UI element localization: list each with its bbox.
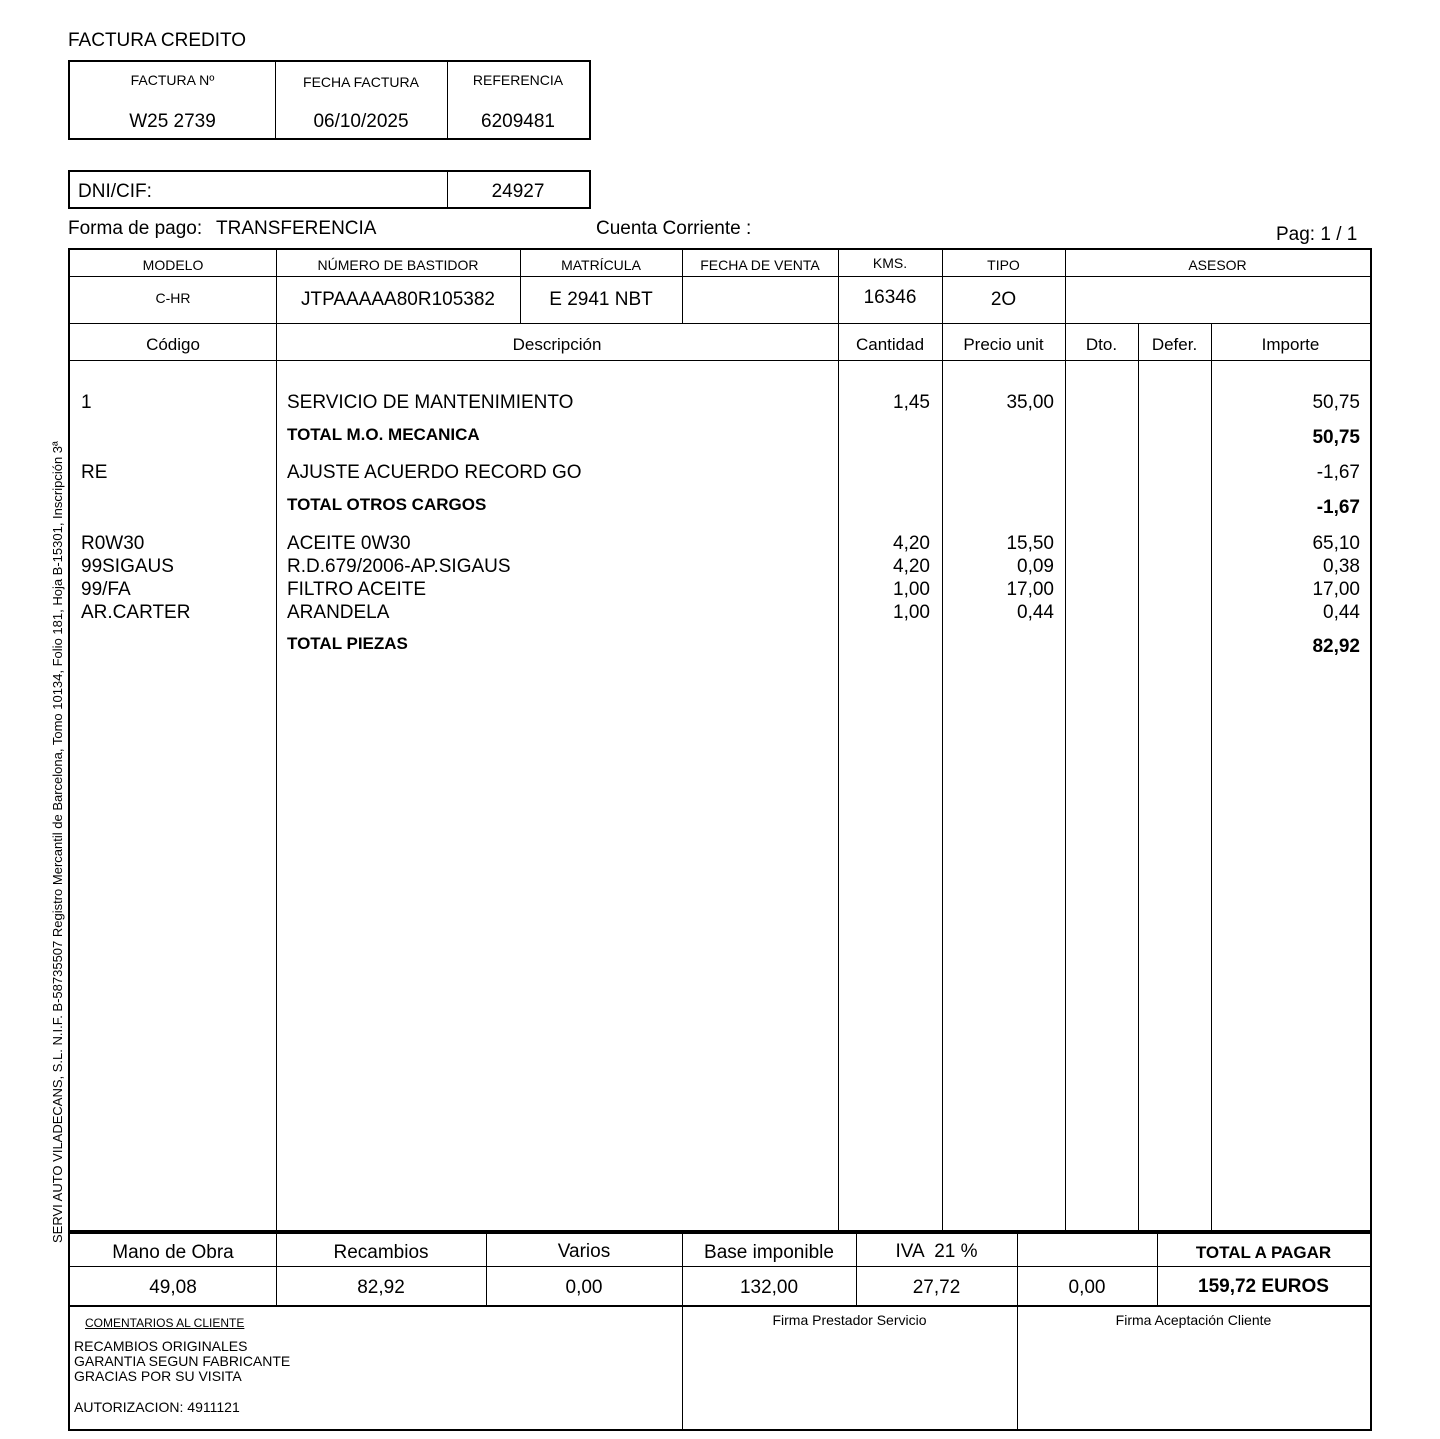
row-quantity: 1,00 [893, 579, 930, 600]
type-value: 2O [990, 289, 1017, 310]
code-header: Código [146, 335, 200, 354]
row-amount: 17,00 [1312, 579, 1360, 600]
row-code: AR.CARTER [81, 602, 191, 623]
row-unit-price: 0,09 [1017, 556, 1054, 577]
row-quantity: 4,20 [893, 533, 930, 554]
row-quantity: 4,20 [893, 556, 930, 577]
provider-signature-label: Firma Prestador Servicio [772, 1312, 927, 1328]
main-table [68, 248, 1372, 1232]
row-description: FILTRO ACEITE [287, 579, 427, 600]
dni-box [68, 170, 591, 209]
row-amount: -1,67 [1316, 497, 1360, 518]
row-amount: 0,38 [1323, 556, 1360, 577]
row-amount: -1,67 [1316, 462, 1360, 483]
labour-label: Mano de Obra [112, 1242, 234, 1263]
type-header: TIPO [987, 257, 1020, 273]
row-amount: 0,44 [1323, 602, 1360, 623]
row-description: SERVICIO DE MANTENIMIENTO [287, 392, 574, 413]
vin-header: NÚMERO DE BASTIDOR [317, 257, 479, 273]
row-code: 1 [81, 392, 92, 413]
invoice-date-label: FECHA FACTURA [303, 74, 419, 90]
row-description: R.D.679/2006-AP.SIGAUS [287, 556, 511, 577]
row-unit-price: 0,44 [1017, 602, 1054, 623]
comments-title: COMENTARIOS AL CLIENTE [85, 1316, 245, 1330]
other-value: 0,00 [1068, 1277, 1106, 1298]
misc-label: Varios [557, 1241, 611, 1262]
advisor-header: ASESOR [1188, 257, 1247, 273]
row-description: AJUSTE ACUERDO RECORD GO [287, 462, 582, 483]
row-code: R0W30 [81, 533, 145, 554]
account-label: Cuenta Corriente : [596, 218, 752, 239]
row-amount: 50,75 [1312, 427, 1360, 448]
row-code: 99/FA [81, 579, 131, 600]
row-code: RE [81, 462, 108, 483]
invoice-date: 06/10/2025 [313, 111, 409, 132]
row-unit-price: 15,50 [1006, 533, 1054, 554]
client-signature-label: Firma Aceptación Cliente [1115, 1312, 1272, 1328]
kms-header: KMS. [872, 255, 908, 271]
misc-value: 0,00 [565, 1277, 603, 1298]
row-quantity: 1,00 [893, 602, 930, 623]
kms-value: 16346 [863, 287, 917, 308]
model-value: C-HR [155, 290, 191, 306]
reference-value: 6209481 [481, 111, 555, 132]
totals-box [68, 1232, 1372, 1307]
payment-method: TRANSFERENCIA [216, 218, 377, 239]
invoice-number-label: FACTURA Nº [130, 72, 215, 88]
model-header: MODELO [142, 257, 204, 273]
document-title: FACTURA CREDITO [68, 30, 247, 51]
payment-label: Forma de pago: [68, 218, 203, 239]
quantity-header: Cantidad [855, 335, 925, 354]
row-description: ACEITE 0W30 [287, 533, 411, 554]
discount-header: Dto. [1085, 335, 1118, 354]
unit-price-header: Precio unit [963, 335, 1044, 354]
page-number: Pag: 1 / 1 [1276, 224, 1358, 245]
row-description: ARANDELA [287, 602, 390, 623]
row-description: TOTAL OTROS CARGOS [287, 495, 487, 514]
tax-base-label: Base imponible [704, 1242, 834, 1263]
vat-value: 27,72 [912, 1277, 961, 1298]
sale-date-header: FECHA DE VENTA [700, 257, 820, 273]
footer-box [68, 1305, 1372, 1431]
row-amount: 50,75 [1312, 392, 1360, 413]
dni-value: 24927 [491, 181, 545, 202]
company-registry-text: SERVI AUTO VILADECANS, S.L. N.I.F. B-58735507 Registro Mercantil de Barcelona, Tomo 10134, Folio 181, Hoja B-15301, Inscripción 3ª [50, 441, 65, 1243]
description-header: Descripción [512, 335, 602, 354]
row-description: TOTAL PIEZAS [287, 634, 408, 653]
labour-value: 49,08 [149, 1277, 197, 1298]
plate-value: E 2941 NBT [549, 289, 653, 310]
comment-line: GARANTIA SEGUN FABRICANTE [74, 1353, 291, 1369]
comments-block [74, 1339, 290, 1384]
deferred-header: Defer. [1151, 335, 1198, 354]
parts-label: Recambios [333, 1242, 429, 1263]
row-code: 99SIGAUS [81, 556, 174, 577]
authorization-code: AUTORIZACION: 4911121 [74, 1399, 240, 1415]
vat-label: IVA 21 % [895, 1241, 978, 1262]
invoice-info-box [68, 60, 591, 140]
reference-label: REFERENCIA [472, 72, 564, 88]
dni-label: DNI/CIF: [78, 181, 152, 202]
vin-value: JTPAAAAA80R105382 [301, 289, 495, 310]
parts-value: 82,92 [357, 1277, 405, 1298]
comment-line: RECAMBIOS ORIGINALES [74, 1338, 248, 1354]
row-quantity: 1,45 [893, 392, 930, 413]
total-due-label: TOTAL A PAGAR [1195, 1243, 1332, 1262]
row-unit-price: 17,00 [1006, 579, 1054, 600]
plate-header: MATRÍCULA [561, 257, 641, 273]
row-amount: 65,10 [1312, 533, 1360, 554]
amount-header: Importe [1261, 335, 1320, 354]
total-due-value: 159,72 EUROS [1198, 1276, 1329, 1297]
invoice-number: W25 2739 [129, 111, 216, 132]
row-amount: 82,92 [1312, 636, 1360, 657]
row-description: TOTAL M.O. MECANICA [287, 425, 480, 444]
tax-base-value: 132,00 [739, 1277, 799, 1298]
row-unit-price: 35,00 [1006, 392, 1054, 413]
comment-line: GRACIAS POR SU VISITA [74, 1368, 242, 1384]
